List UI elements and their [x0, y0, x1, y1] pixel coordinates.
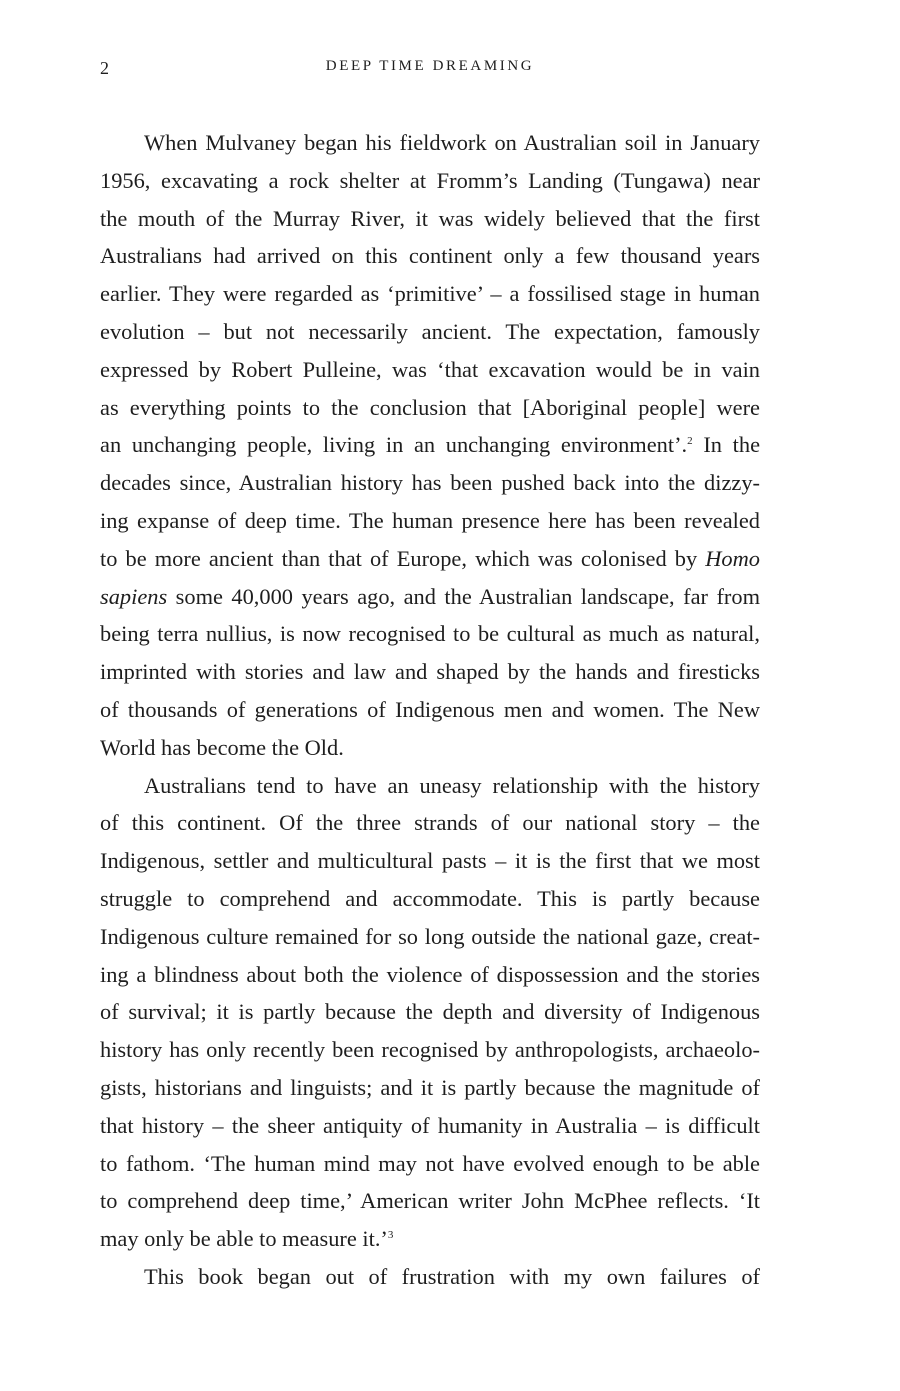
- paragraph-2: [100, 767, 760, 1258]
- text-line: Indigenous culture remained for so long outside the national gaze, creat-: [100, 923, 760, 949]
- text-line: 1956, excavating a rock shelter at Fromm’s Landing (Tungawa) near: [100, 167, 760, 193]
- text-line: that history – the sheer antiquity of humanity in Australia – is difficult: [100, 1112, 760, 1138]
- text-line: ing expanse of deep time. The human presence here has been revealed: [100, 507, 760, 533]
- text-line: When Mulvaney began his fieldwork on Australian soil in January: [144, 130, 760, 155]
- text-line: [100, 578, 760, 616]
- text-line: Australians had arrived on this continent only a few thousand years: [100, 243, 760, 269]
- text-run: some 40,000 years ago, and the Australian landscape, far from: [167, 583, 760, 609]
- footnote-ref-3[interactable]: 3: [387, 1229, 394, 1242]
- text-line: World has become the Old.: [100, 734, 344, 760]
- paragraph-1: [100, 124, 760, 767]
- text-line: decades since, Australian history has been pushed back into the dizzy-: [100, 470, 760, 496]
- text-line: Australians tend to have an uneasy relationship with the history: [144, 772, 760, 798]
- text-line: as everything points to the conclusion that [Aboriginal people] were: [100, 394, 760, 420]
- paragraph-3: [100, 1258, 760, 1296]
- text-line: the mouth of the Murray River, it was widely believed that the first: [100, 205, 760, 231]
- text-line: of survival; it is partly because the depth and diversity of Indigenous: [100, 999, 760, 1025]
- running-head: [100, 58, 760, 82]
- text-line: Indigenous, settler and multicultural pasts – it is the first that we most: [100, 848, 760, 874]
- italic-term: Homo: [705, 545, 760, 571]
- text-run: may only be able to measure it.’: [100, 1226, 388, 1252]
- text-line: being terra nullius, is now recognised to be cultural as much as natural,: [100, 621, 760, 647]
- text-line: expressed by Robert Pulleine, was ‘that excavation would be in vain: [100, 356, 760, 382]
- text-run: an unchanging people, living in an unchanging environment’.: [100, 432, 688, 458]
- text-line: of thousands of generations of Indigenous men and women. The New: [100, 696, 760, 722]
- text-line: struggle to comprehend and accommodate. This is partly because: [100, 885, 760, 911]
- text-line: [100, 426, 760, 464]
- italic-term: sapiens: [100, 583, 168, 609]
- running-title: DEEP TIME DREAMING: [325, 58, 535, 74]
- body-text: [100, 124, 760, 1296]
- text-run: to be more ancient than that of Europe, which was colonised by: [100, 545, 698, 571]
- text-line: evolution – but not necessarily ancient. The expectation, famously: [100, 318, 760, 344]
- footnote-ref-2[interactable]: 2: [687, 435, 693, 448]
- text-line: to comprehend deep time,’ American writer John McPhee reflects. ‘It: [100, 1188, 760, 1214]
- text-line: ing a blindness about both the violence of dispossession and the stories: [100, 961, 760, 987]
- text-line: of this continent. Of the three strands of our national story – the: [100, 810, 760, 836]
- text-line: gists, historians and linguists; and it is partly because the magnitude of: [100, 1074, 760, 1100]
- text-line: history has only recently been recognised by anthropologists, archaeolo-: [100, 1037, 760, 1063]
- text-line: [100, 1220, 760, 1258]
- page-number: 2: [100, 58, 110, 78]
- text-line: imprinted with stories and law and shaped by the hands and firesticks: [100, 659, 760, 685]
- text-line: [100, 540, 760, 578]
- text-run: In the: [692, 432, 761, 458]
- text-line: This book began out of frustration with my own failures of: [144, 1263, 760, 1289]
- text-line: earlier. They were regarded as ‘primitive’ – a fossilised stage in human: [100, 281, 760, 307]
- text-line: to fathom. ‘The human mind may not have evolved enough to be able: [100, 1150, 760, 1176]
